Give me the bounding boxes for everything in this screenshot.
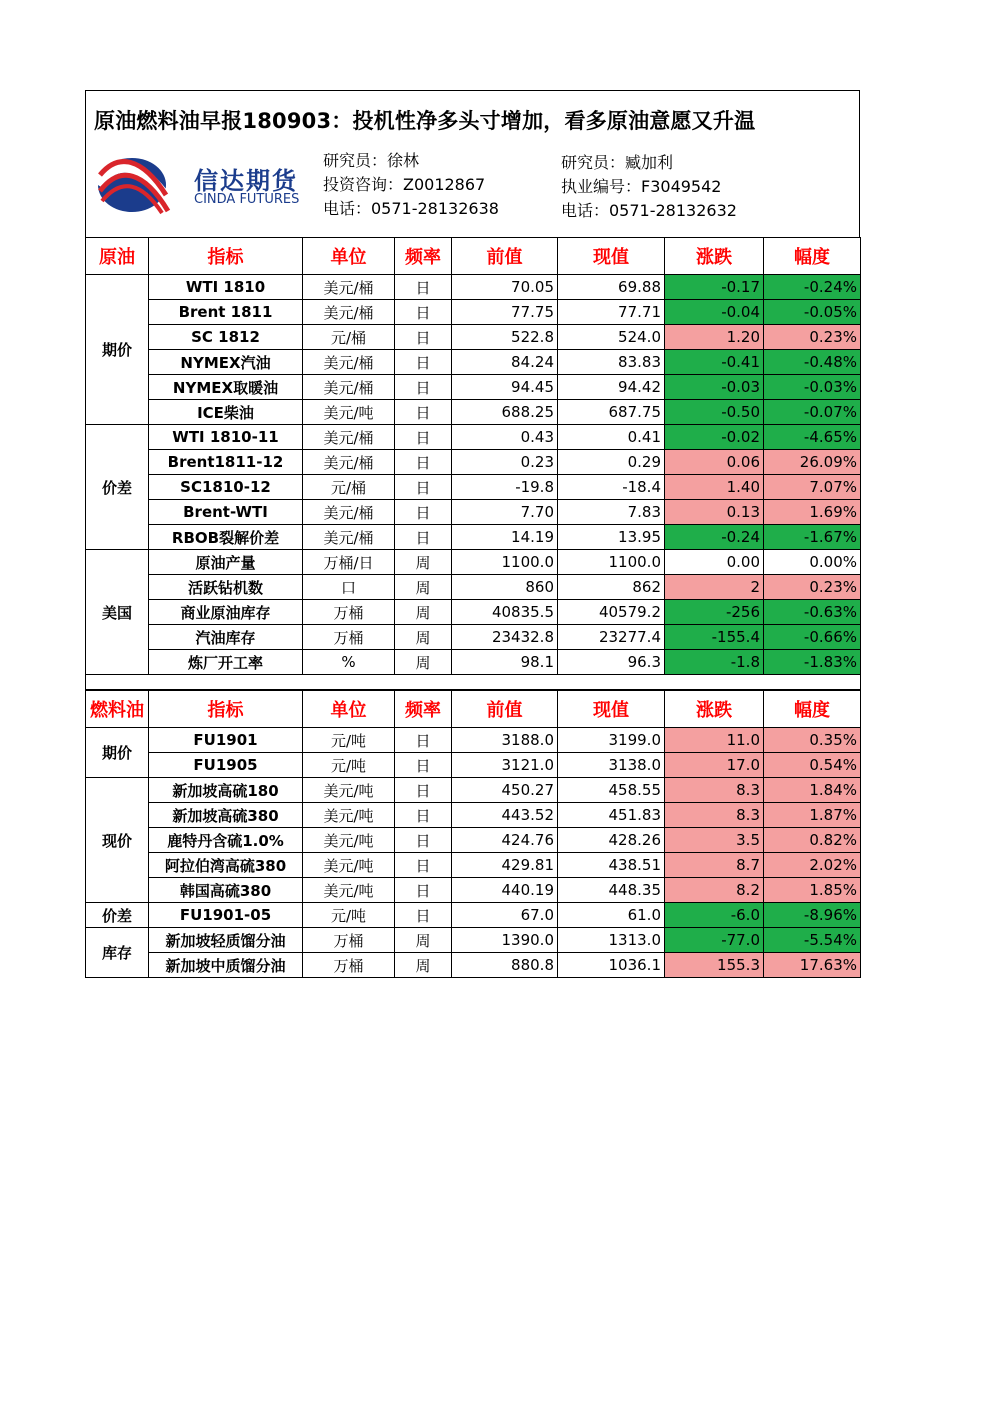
table-row <box>86 350 861 375</box>
current-value-cell: 687.75 <box>558 400 665 425</box>
indicator-cell: 活跃钻机数 <box>149 575 303 600</box>
current-value-cell: -18.4 <box>558 475 665 500</box>
change-cell: -0.17 <box>665 275 764 300</box>
current-value-cell: 83.83 <box>558 350 665 375</box>
unit-cell: 美元/桶 <box>303 375 395 400</box>
previous-value-cell: 40835.5 <box>452 600 558 625</box>
percent-cell: -8.96% <box>764 903 861 928</box>
group-label: 期价 <box>86 728 149 778</box>
analyst-1-phone: 电话：0571-28132638 <box>323 199 499 218</box>
frequency-cell: 日 <box>395 425 452 450</box>
frequency-cell: 日 <box>395 350 452 375</box>
percent-cell: 0.35% <box>764 728 861 753</box>
indicator-cell: 新加坡高硫380 <box>149 803 303 828</box>
frequency-cell: 日 <box>395 803 452 828</box>
current-value-cell: 438.51 <box>558 853 665 878</box>
indicator-cell: NYMEX取暖油 <box>149 375 303 400</box>
change-cell: 0.13 <box>665 500 764 525</box>
unit-cell: 美元/吨 <box>303 878 395 903</box>
indicator-cell: WTI 1810 <box>149 275 303 300</box>
table-row <box>86 575 861 600</box>
previous-value-cell: 688.25 <box>452 400 558 425</box>
percent-cell: -0.66% <box>764 625 861 650</box>
unit-cell: 元/吨 <box>303 753 395 778</box>
unit-cell: 美元/桶 <box>303 350 395 375</box>
table-row <box>86 400 861 425</box>
change-cell: -256 <box>665 600 764 625</box>
group-label: 期价 <box>86 275 149 425</box>
crude-unit-header: 单位 <box>303 238 395 275</box>
previous-value-cell: 429.81 <box>452 853 558 878</box>
current-value-cell: 13.95 <box>558 525 665 550</box>
table-row <box>86 903 861 928</box>
frequency-cell: 周 <box>395 575 452 600</box>
unit-cell: 美元/桶 <box>303 425 395 450</box>
unit-cell: 万桶 <box>303 600 395 625</box>
previous-value-cell: 94.45 <box>452 375 558 400</box>
indicator-cell: FU1901 <box>149 728 303 753</box>
frequency-cell: 日 <box>395 275 452 300</box>
table-row <box>86 753 861 778</box>
crude-previous-header: 前值 <box>452 238 558 275</box>
crude-frequency-header: 频率 <box>395 238 452 275</box>
previous-value-cell: 23432.8 <box>452 625 558 650</box>
change-cell: 11.0 <box>665 728 764 753</box>
change-cell: 8.3 <box>665 778 764 803</box>
crude-header-row <box>86 238 861 275</box>
table-row <box>86 600 861 625</box>
change-cell: 3.5 <box>665 828 764 853</box>
indicator-cell: 原油产量 <box>149 550 303 575</box>
table-row <box>86 953 861 978</box>
percent-cell: -0.03% <box>764 375 861 400</box>
indicator-cell: 新加坡高硫180 <box>149 778 303 803</box>
change-cell: 155.3 <box>665 953 764 978</box>
current-value-cell: 1100.0 <box>558 550 665 575</box>
current-value-cell: 3199.0 <box>558 728 665 753</box>
indicator-cell: WTI 1810-11 <box>149 425 303 450</box>
cinda-swoosh-icon <box>96 155 172 215</box>
percent-cell: -5.54% <box>764 928 861 953</box>
current-value-cell: 524.0 <box>558 325 665 350</box>
frequency-cell: 周 <box>395 953 452 978</box>
percent-cell: -1.83% <box>764 650 861 675</box>
current-value-cell: 23277.4 <box>558 625 665 650</box>
current-value-cell: 1313.0 <box>558 928 665 953</box>
indicator-cell: 汽油库存 <box>149 625 303 650</box>
analyst-1-name: 研究员：徐林 <box>323 151 420 170</box>
table-row <box>86 325 861 350</box>
change-cell: 8.7 <box>665 853 764 878</box>
analyst-2-cert: 执业编号：F3049542 <box>561 177 722 196</box>
fuel-oil-table <box>85 690 861 978</box>
fuel-indicator-header: 指标 <box>149 691 303 728</box>
percent-cell: 0.54% <box>764 753 861 778</box>
unit-cell: 万桶/日 <box>303 550 395 575</box>
change-cell: 1.40 <box>665 475 764 500</box>
indicator-cell: 鹿特丹含硫1.0% <box>149 828 303 853</box>
current-value-cell: 40579.2 <box>558 600 665 625</box>
current-value-cell: 451.83 <box>558 803 665 828</box>
frequency-cell: 日 <box>395 300 452 325</box>
change-cell: 2 <box>665 575 764 600</box>
unit-cell: 元/桶 <box>303 475 395 500</box>
percent-cell: 2.02% <box>764 853 861 878</box>
unit-cell: 万桶 <box>303 928 395 953</box>
table-row <box>86 625 861 650</box>
crude-change-header: 涨跌 <box>665 238 764 275</box>
current-value-cell: 94.42 <box>558 375 665 400</box>
fuel-section-label: 燃料油 <box>86 691 149 728</box>
report-header <box>85 90 860 237</box>
table-row <box>86 878 861 903</box>
percent-cell: 1.87% <box>764 803 861 828</box>
previous-value-cell: 0.23 <box>452 450 558 475</box>
percent-cell: -0.24% <box>764 275 861 300</box>
section-spacer <box>86 675 861 690</box>
change-cell: 8.2 <box>665 878 764 903</box>
previous-value-cell: 880.8 <box>452 953 558 978</box>
previous-value-cell: 0.43 <box>452 425 558 450</box>
frequency-cell: 日 <box>395 525 452 550</box>
indicator-cell: 阿拉伯湾高硫380 <box>149 853 303 878</box>
change-cell: 1.20 <box>665 325 764 350</box>
table-row <box>86 928 861 953</box>
table-row <box>86 275 861 300</box>
table-row <box>86 500 861 525</box>
fuel-header-row <box>86 691 861 728</box>
percent-cell: 1.69% <box>764 500 861 525</box>
previous-value-cell: 443.52 <box>452 803 558 828</box>
table-row <box>86 550 861 575</box>
percent-cell: 7.07% <box>764 475 861 500</box>
frequency-cell: 日 <box>395 475 452 500</box>
frequency-cell: 周 <box>395 600 452 625</box>
unit-cell: 万桶 <box>303 625 395 650</box>
unit-cell: 元/桶 <box>303 325 395 350</box>
previous-value-cell: 1390.0 <box>452 928 558 953</box>
group-label: 现价 <box>86 778 149 903</box>
percent-cell: 0.23% <box>764 325 861 350</box>
table-row <box>86 778 861 803</box>
unit-cell: 美元/桶 <box>303 275 395 300</box>
logo-name-en: CINDA FUTURES <box>194 192 300 207</box>
previous-value-cell: 1100.0 <box>452 550 558 575</box>
fuel-previous-header: 前值 <box>452 691 558 728</box>
table-row <box>86 450 861 475</box>
indicator-cell: 商业原油库存 <box>149 600 303 625</box>
unit-cell: 美元/吨 <box>303 828 395 853</box>
previous-value-cell: 67.0 <box>452 903 558 928</box>
change-cell: -0.24 <box>665 525 764 550</box>
indicator-cell: 新加坡轻质馏分油 <box>149 928 303 953</box>
previous-value-cell: 450.27 <box>452 778 558 803</box>
fuel-unit-header: 单位 <box>303 691 395 728</box>
unit-cell: 万桶 <box>303 953 395 978</box>
group-label: 价差 <box>86 425 149 550</box>
change-cell: 8.3 <box>665 803 764 828</box>
logo-name-cn: 信达期货 <box>194 167 298 195</box>
indicator-cell: 新加坡中质馏分油 <box>149 953 303 978</box>
current-value-cell: 1036.1 <box>558 953 665 978</box>
current-value-cell: 7.83 <box>558 500 665 525</box>
crude-oil-table <box>85 237 861 690</box>
group-label: 库存 <box>86 928 149 978</box>
percent-cell: -0.05% <box>764 300 861 325</box>
fuel-frequency-header: 频率 <box>395 691 452 728</box>
current-value-cell: 0.41 <box>558 425 665 450</box>
frequency-cell: 日 <box>395 778 452 803</box>
frequency-cell: 日 <box>395 400 452 425</box>
spacer-cell <box>86 675 861 690</box>
current-value-cell: 862 <box>558 575 665 600</box>
table-row <box>86 803 861 828</box>
unit-cell: 元/吨 <box>303 728 395 753</box>
percent-cell: -4.65% <box>764 425 861 450</box>
current-value-cell: 96.3 <box>558 650 665 675</box>
table-row <box>86 425 861 450</box>
table-row <box>86 475 861 500</box>
indicator-cell: ICE柴油 <box>149 400 303 425</box>
table-row <box>86 375 861 400</box>
percent-cell: -1.67% <box>764 525 861 550</box>
percent-cell: 26.09% <box>764 450 861 475</box>
frequency-cell: 周 <box>395 928 452 953</box>
previous-value-cell: 84.24 <box>452 350 558 375</box>
fuel-change-header: 涨跌 <box>665 691 764 728</box>
table-row <box>86 300 861 325</box>
percent-cell: -0.07% <box>764 400 861 425</box>
unit-cell: 元/吨 <box>303 903 395 928</box>
previous-value-cell: 77.75 <box>452 300 558 325</box>
indicator-cell: SC 1812 <box>149 325 303 350</box>
unit-cell: 美元/桶 <box>303 450 395 475</box>
frequency-cell: 日 <box>395 375 452 400</box>
frequency-cell: 周 <box>395 550 452 575</box>
change-cell: -0.02 <box>665 425 764 450</box>
analyst-2-name: 研究员：臧加利 <box>561 153 674 172</box>
percent-cell: -0.63% <box>764 600 861 625</box>
indicator-cell: FU1901-05 <box>149 903 303 928</box>
fuel-percent-header: 幅度 <box>764 691 861 728</box>
change-cell: -6.0 <box>665 903 764 928</box>
unit-cell: 美元/吨 <box>303 778 395 803</box>
previous-value-cell: 3188.0 <box>452 728 558 753</box>
percent-cell: 0.23% <box>764 575 861 600</box>
indicator-cell: 韩国高硫380 <box>149 878 303 903</box>
crude-percent-header: 幅度 <box>764 238 861 275</box>
previous-value-cell: 860 <box>452 575 558 600</box>
change-cell: 17.0 <box>665 753 764 778</box>
change-cell: -0.50 <box>665 400 764 425</box>
previous-value-cell: -19.8 <box>452 475 558 500</box>
frequency-cell: 日 <box>395 753 452 778</box>
crude-section-label: 原油 <box>86 238 149 275</box>
table-row <box>86 525 861 550</box>
indicator-cell: RBOB裂解价差 <box>149 525 303 550</box>
crude-current-header: 现值 <box>558 238 665 275</box>
indicator-cell: NYMEX汽油 <box>149 350 303 375</box>
unit-cell: % <box>303 650 395 675</box>
previous-value-cell: 14.19 <box>452 525 558 550</box>
current-value-cell: 0.29 <box>558 450 665 475</box>
change-cell: -0.03 <box>665 375 764 400</box>
current-value-cell: 448.35 <box>558 878 665 903</box>
current-value-cell: 69.88 <box>558 275 665 300</box>
previous-value-cell: 7.70 <box>452 500 558 525</box>
frequency-cell: 日 <box>395 878 452 903</box>
change-cell: -77.0 <box>665 928 764 953</box>
frequency-cell: 周 <box>395 650 452 675</box>
current-value-cell: 61.0 <box>558 903 665 928</box>
indicator-cell: Brent 1811 <box>149 300 303 325</box>
table-row <box>86 853 861 878</box>
current-value-cell: 428.26 <box>558 828 665 853</box>
unit-cell: 美元/吨 <box>303 853 395 878</box>
unit-cell: 美元/桶 <box>303 500 395 525</box>
change-cell: 0.00 <box>665 550 764 575</box>
previous-value-cell: 98.1 <box>452 650 558 675</box>
analyst-1-cert: 投资咨询：Z0012867 <box>323 175 486 194</box>
unit-cell: 口 <box>303 575 395 600</box>
current-value-cell: 77.71 <box>558 300 665 325</box>
analyst-2-phone: 电话：0571-28132632 <box>561 201 737 220</box>
percent-cell: 0.00% <box>764 550 861 575</box>
percent-cell: 17.63% <box>764 953 861 978</box>
current-value-cell: 3138.0 <box>558 753 665 778</box>
previous-value-cell: 522.8 <box>452 325 558 350</box>
indicator-cell: FU1905 <box>149 753 303 778</box>
table-row <box>86 828 861 853</box>
unit-cell: 美元/吨 <box>303 803 395 828</box>
frequency-cell: 日 <box>395 450 452 475</box>
previous-value-cell: 3121.0 <box>452 753 558 778</box>
report-sheet <box>85 90 860 978</box>
frequency-cell: 日 <box>395 903 452 928</box>
unit-cell: 美元/桶 <box>303 300 395 325</box>
frequency-cell: 日 <box>395 500 452 525</box>
frequency-cell: 日 <box>395 728 452 753</box>
unit-cell: 美元/桶 <box>303 525 395 550</box>
percent-cell: 0.82% <box>764 828 861 853</box>
crude-indicator-header: 指标 <box>149 238 303 275</box>
analyst-1 <box>323 149 499 221</box>
fuel-current-header: 现值 <box>558 691 665 728</box>
indicator-cell: 炼厂开工率 <box>149 650 303 675</box>
change-cell: -155.4 <box>665 625 764 650</box>
table-row <box>86 650 861 675</box>
change-cell: 0.06 <box>665 450 764 475</box>
frequency-cell: 周 <box>395 625 452 650</box>
table-row <box>86 728 861 753</box>
frequency-cell: 日 <box>395 325 452 350</box>
previous-value-cell: 424.76 <box>452 828 558 853</box>
unit-cell: 美元/吨 <box>303 400 395 425</box>
frequency-cell: 日 <box>395 853 452 878</box>
percent-cell: 1.84% <box>764 778 861 803</box>
change-cell: -0.41 <box>665 350 764 375</box>
indicator-cell: Brent-WTI <box>149 500 303 525</box>
percent-cell: -0.48% <box>764 350 861 375</box>
indicator-cell: SC1810-12 <box>149 475 303 500</box>
change-cell: -0.04 <box>665 300 764 325</box>
previous-value-cell: 440.19 <box>452 878 558 903</box>
previous-value-cell: 70.05 <box>452 275 558 300</box>
current-value-cell: 458.55 <box>558 778 665 803</box>
company-logo <box>96 155 316 215</box>
analyst-2 <box>561 151 737 223</box>
change-cell: -1.8 <box>665 650 764 675</box>
report-title: 原油燃料油早报180903：投机性净多头寸增加，看多原油意愿又升温 <box>94 109 756 133</box>
group-label: 价差 <box>86 903 149 928</box>
frequency-cell: 日 <box>395 828 452 853</box>
percent-cell: 1.85% <box>764 878 861 903</box>
group-label: 美国 <box>86 550 149 675</box>
indicator-cell: Brent1811-12 <box>149 450 303 475</box>
